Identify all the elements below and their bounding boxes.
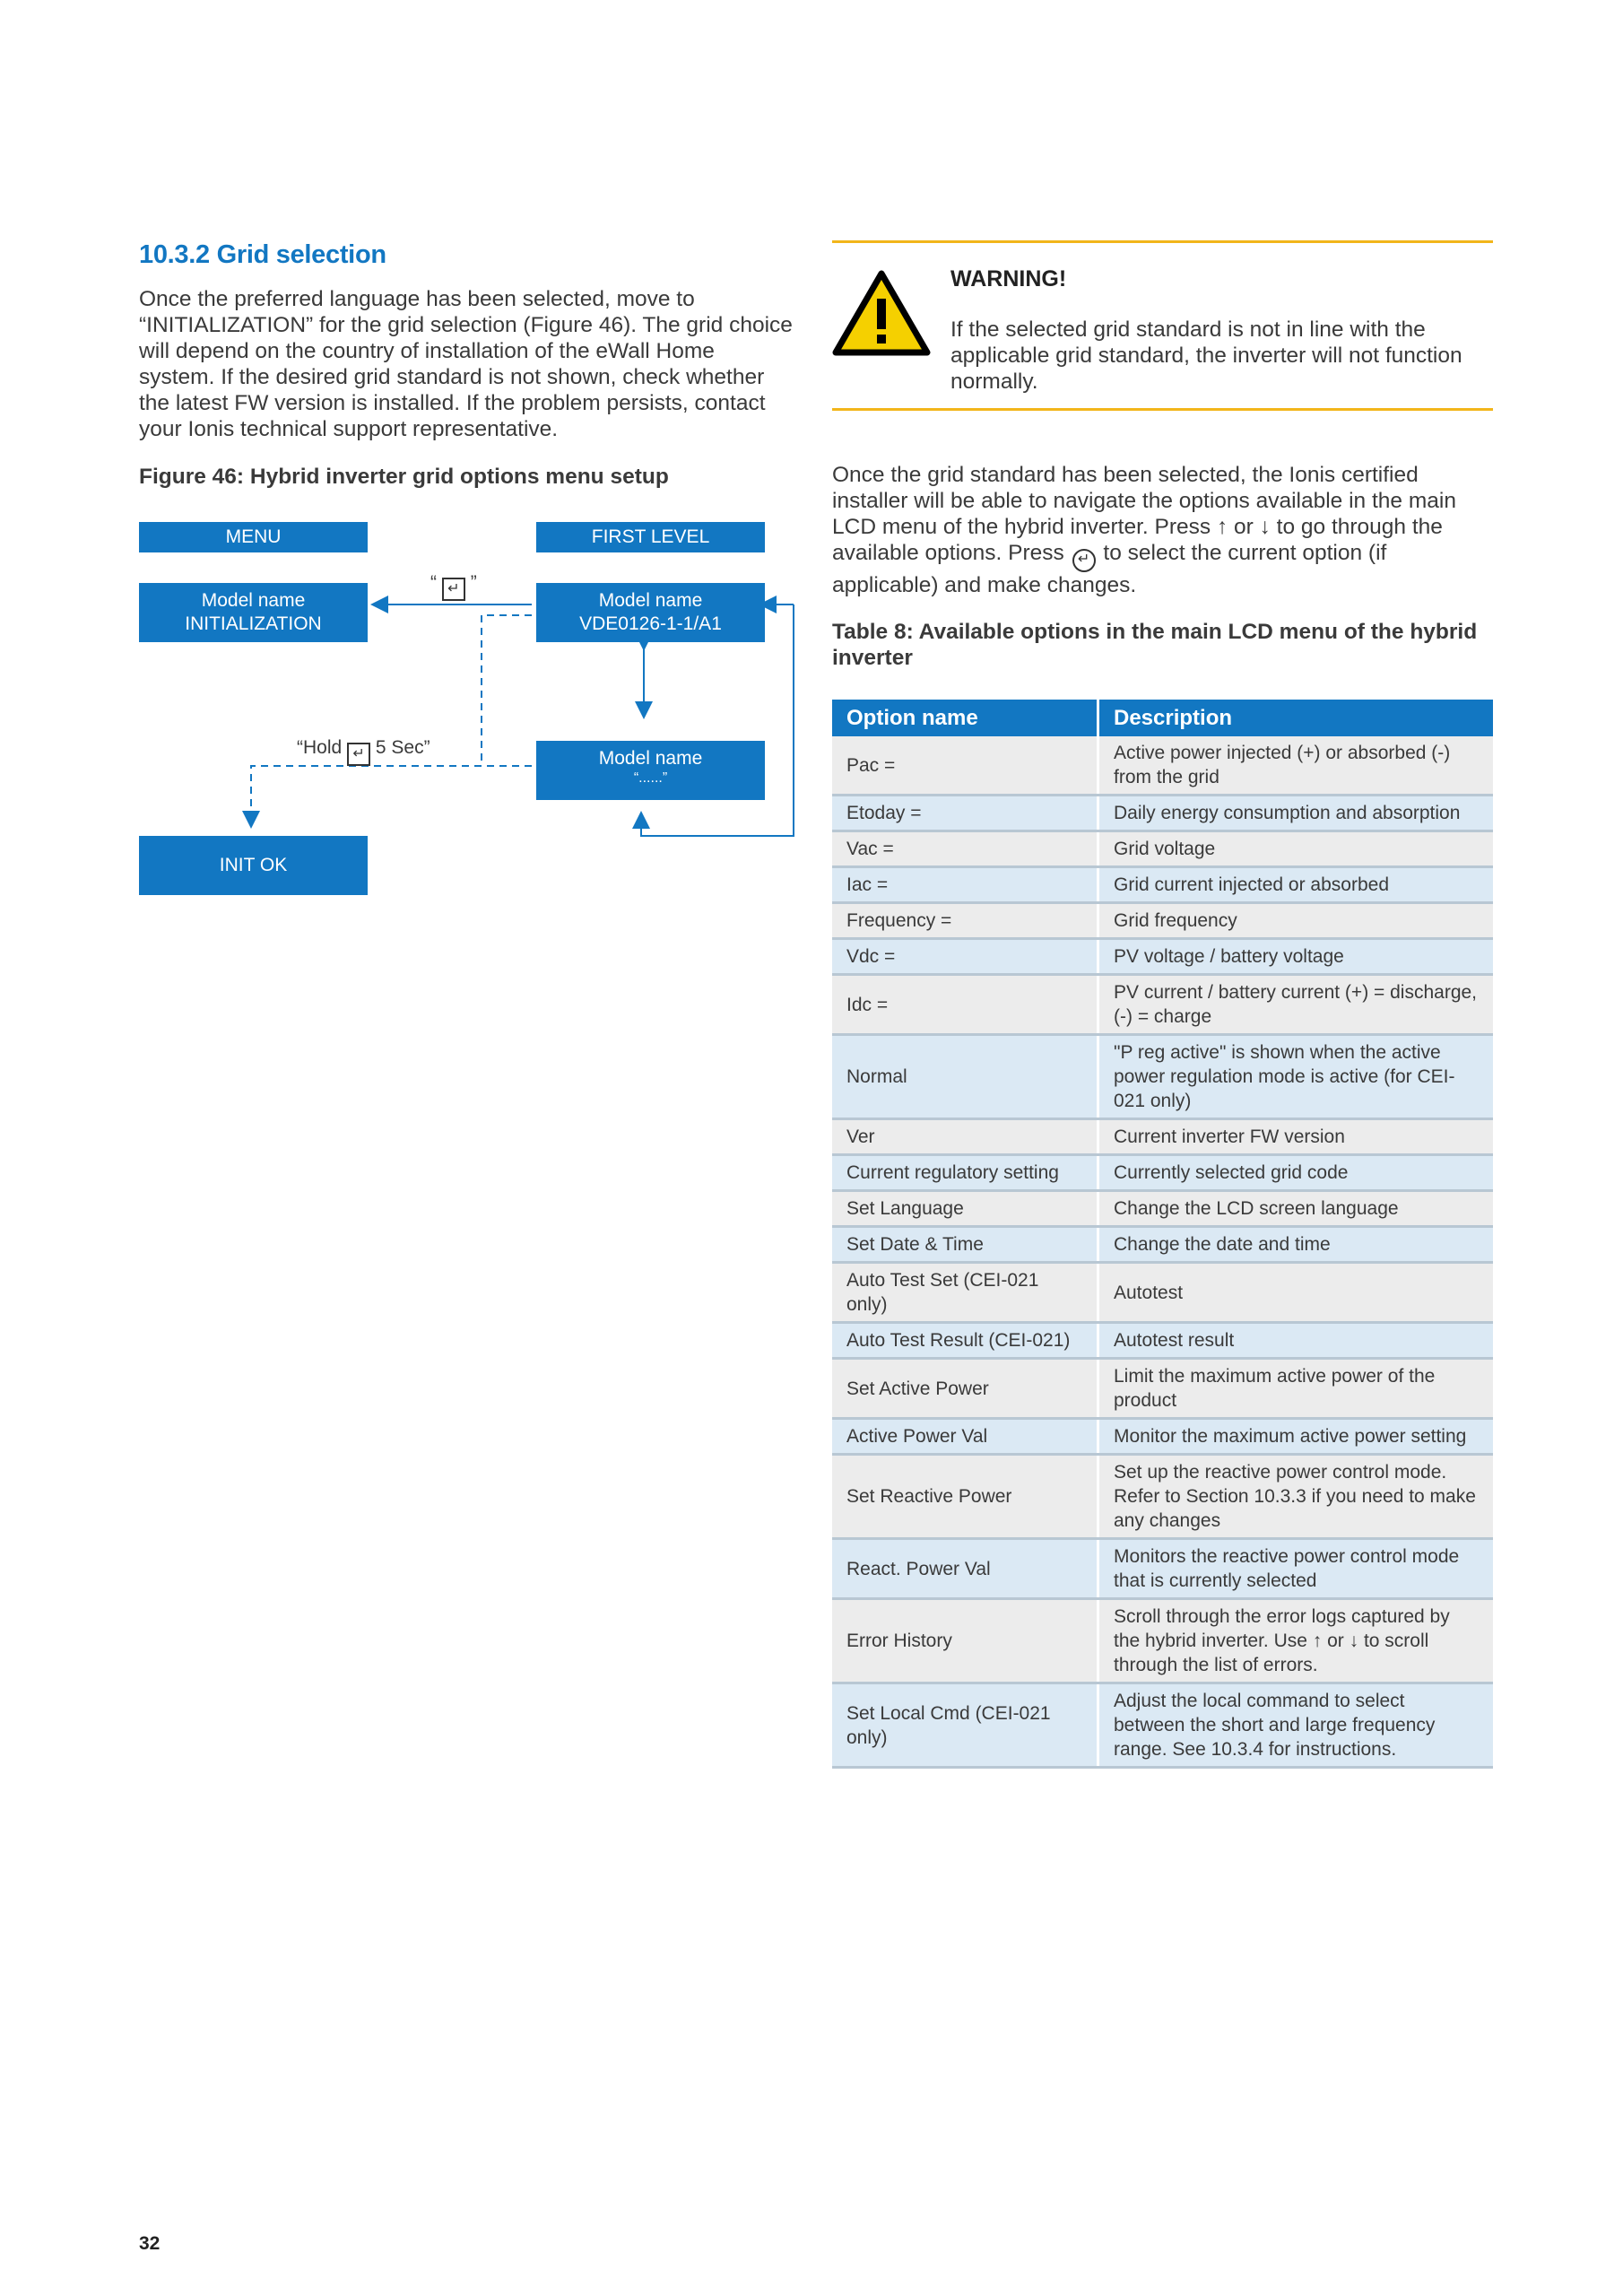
vde-box-line1: Model name	[598, 590, 703, 611]
table-row	[832, 1155, 1493, 1191]
vde-box	[536, 583, 765, 642]
description-cell: Autotest result	[1098, 1323, 1494, 1359]
navigation-paragraph-part1: Once the grid standard has been selected, the Ionis certified installer will be able to navigate the options available in the main LCD menu of the hybrid inverter. Press ↑ or ↓ to go through the available options. Press	[832, 463, 1456, 565]
description-cell: Adjust the local command to select between the short and large frequency range. See 10.3.4 for instructions.	[1098, 1683, 1494, 1768]
option-cell: Normal	[832, 1035, 1098, 1119]
warning-triangle-icon	[832, 268, 931, 358]
description-cell: PV current / battery current (+) = discharge, (-) = charge	[1098, 975, 1494, 1035]
table-row	[832, 1419, 1493, 1455]
description-cell: Autotest	[1098, 1263, 1494, 1323]
section-intro: Once the preferred language has been selected, move to “INITIALIZATION” for the grid selection (Figure 46). The grid choice will depend on the country of installation of the eWall Home system. If the desired grid standard is not shown, check whether the latest FW version is installed. If the problem persists, contact your Ionis technical support representative.	[139, 287, 793, 441]
hold-prefix: “Hold	[297, 737, 343, 758]
description-cell: Scroll through the error logs captured by the hybrid inverter. Use ↑ or ↓ to scroll through the list of errors.	[1098, 1599, 1494, 1683]
table-caption: Table 8: Available options in the main LCD menu of the hybrid inverter	[832, 620, 1478, 670]
option-cell: Error History	[832, 1599, 1098, 1683]
first-level-label: FIRST LEVEL	[591, 526, 710, 547]
option-cell: Etoday =	[832, 796, 1098, 831]
table-row	[832, 939, 1493, 975]
option-cell: Vdc =	[832, 939, 1098, 975]
menu-label: MENU	[225, 526, 282, 547]
option-cell: Auto Test Result (CEI-021)	[832, 1323, 1098, 1359]
option-cell: React. Power Val	[832, 1539, 1098, 1599]
option-cell: Auto Test Set (CEI-021 only)	[832, 1263, 1098, 1323]
hold-suffix: 5 Sec”	[375, 737, 430, 758]
initialization-box-line2: INITIALIZATION	[185, 613, 322, 634]
table-body	[832, 736, 1493, 1768]
initialization-box-line1: Model name	[201, 590, 306, 611]
table-row	[832, 1359, 1493, 1419]
option-cell: Pac =	[832, 736, 1098, 796]
init-ok-label: INIT OK	[219, 855, 288, 875]
table-row	[832, 1263, 1493, 1323]
navigation-paragraph	[832, 462, 1496, 598]
table-row	[832, 903, 1493, 939]
first-level-header-box	[536, 522, 765, 552]
option-cell: Frequency =	[832, 903, 1098, 939]
enter-quote-close: ”	[470, 572, 477, 593]
page-number: 32	[139, 2233, 161, 2254]
option-cell: Set Date & Time	[832, 1227, 1098, 1263]
description-cell: Grid voltage	[1098, 831, 1494, 867]
header-option-name: Option name	[832, 700, 1098, 736]
table-row	[832, 975, 1493, 1035]
enter-quote-open: “	[430, 572, 437, 593]
option-cell: Set Reactive Power	[832, 1455, 1098, 1539]
dashed-hold-line	[251, 766, 532, 825]
option-cell: Set Local Cmd (CEI-021 only)	[832, 1683, 1098, 1768]
enter-key-label	[430, 572, 477, 601]
model-name-box-line1: Model name	[598, 748, 703, 769]
navigation-paragraph-part2: to select the current option (if applicable) and make changes.	[832, 541, 1387, 597]
table-row	[832, 1455, 1493, 1539]
description-cell: Currently selected grid code	[1098, 1155, 1494, 1191]
description-cell: Grid current injected or absorbed	[1098, 867, 1494, 903]
option-cell: Set Active Power	[832, 1359, 1098, 1419]
model-name-box	[536, 741, 765, 800]
description-cell: "P reg active" is shown when the active power regulation mode is active (for CEI-021 only)	[1098, 1035, 1494, 1119]
enter-button-icon: ↵	[1072, 549, 1096, 572]
figure-caption: Figure 46: Hybrid inverter grid options menu setup	[139, 465, 669, 489]
description-cell: Daily energy consumption and absorption	[1098, 796, 1494, 831]
warning-box	[832, 240, 1493, 411]
vde-box-line2: VDE0126-1-1/A1	[579, 613, 722, 634]
option-cell: Set Language	[832, 1191, 1098, 1227]
table-row	[832, 867, 1493, 903]
table-row	[832, 1323, 1493, 1359]
table-row	[832, 1599, 1493, 1683]
description-cell: Limit the maximum active power of the product	[1098, 1359, 1494, 1419]
table-row	[832, 1035, 1493, 1119]
hold-label	[297, 737, 430, 766]
option-cell: Iac =	[832, 867, 1098, 903]
init-ok-box	[139, 836, 368, 895]
description-cell: Change the date and time	[1098, 1227, 1494, 1263]
menu-header-box	[139, 522, 368, 552]
table-row	[832, 1539, 1493, 1599]
table-row	[832, 796, 1493, 831]
description-cell: Current inverter FW version	[1098, 1119, 1494, 1155]
grid-options-diagram	[139, 511, 803, 906]
description-cell: Grid frequency	[1098, 903, 1494, 939]
table-row	[832, 1191, 1493, 1227]
initialization-box	[139, 583, 368, 642]
description-cell: PV voltage / battery voltage	[1098, 939, 1494, 975]
table-row	[832, 736, 1493, 796]
description-cell: Monitors the reactive power control mode that is currently selected	[1098, 1539, 1494, 1599]
dashed-hold-connector	[482, 615, 532, 766]
table-header-row	[832, 700, 1493, 736]
enter-key-icon: ↵	[347, 743, 370, 766]
warning-title: WARNING!	[950, 266, 1067, 291]
options-table	[832, 700, 1493, 1769]
option-cell: Idc =	[832, 975, 1098, 1035]
model-name-box-line2: “......”	[633, 770, 668, 786]
table-row	[832, 1227, 1493, 1263]
enter-key-icon: ↵	[442, 578, 465, 601]
table-row	[832, 831, 1493, 867]
option-cell: Vac =	[832, 831, 1098, 867]
description-cell: Monitor the maximum active power setting	[1098, 1419, 1494, 1455]
table-row	[832, 1119, 1493, 1155]
warning-text: If the selected grid standard is not in line with the applicable grid standard, the inverter will not function normally.	[950, 317, 1462, 394]
table-row	[832, 1683, 1493, 1768]
header-description: Description	[1098, 700, 1494, 736]
section-heading: 10.3.2 Grid selection	[139, 240, 386, 269]
left-column	[139, 240, 794, 442]
description-cell: Set up the reactive power control mode. Refer to Section 10.3.3 if you need to make any changes	[1098, 1455, 1494, 1539]
description-cell: Change the LCD screen language	[1098, 1191, 1494, 1227]
option-cell: Ver	[832, 1119, 1098, 1155]
description-cell: Active power injected (+) or absorbed (-) from the grid	[1098, 736, 1494, 796]
option-cell: Current regulatory setting	[832, 1155, 1098, 1191]
option-cell: Active Power Val	[832, 1419, 1098, 1455]
